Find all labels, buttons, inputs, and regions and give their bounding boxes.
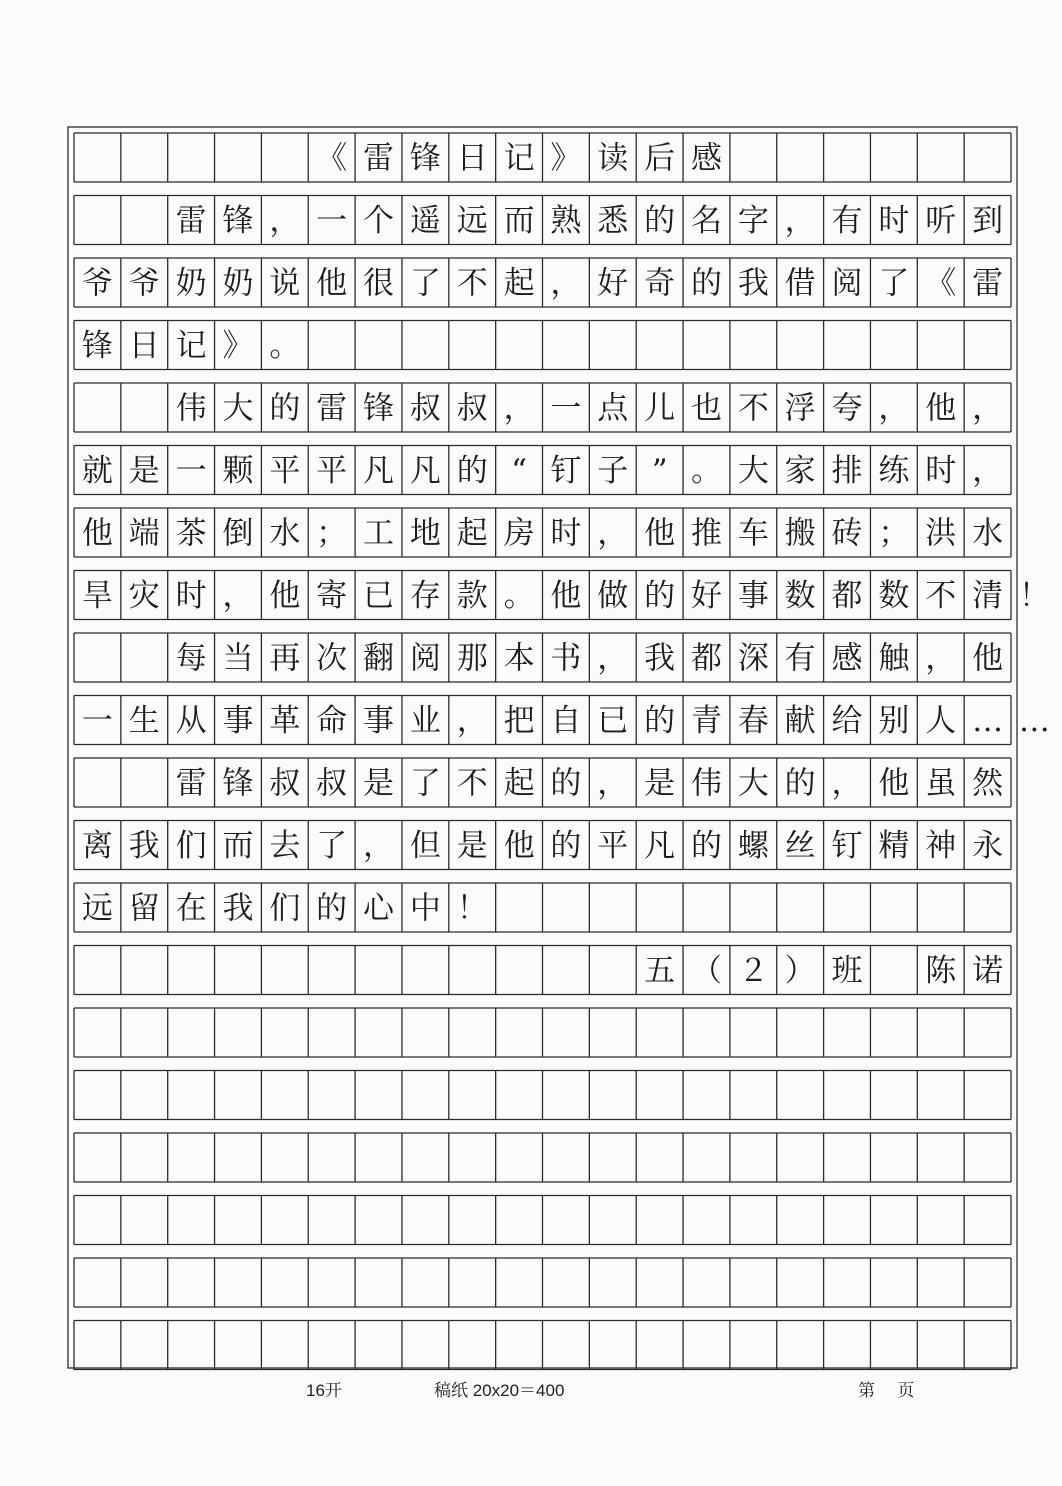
handwritten-char: 都	[690, 640, 722, 677]
handwritten-char: 雷	[175, 765, 207, 802]
handwritten-char: 凡	[644, 828, 676, 864]
grid-row	[74, 508, 1011, 557]
handwritten-char: 虽	[925, 765, 957, 802]
handwritten-char: ，	[925, 640, 957, 677]
handwritten-char: 自	[550, 703, 582, 739]
grid-row	[74, 1196, 1011, 1245]
handwritten-char: 。	[690, 453, 722, 489]
handwritten-char: 数	[878, 578, 910, 614]
handwritten-char: 我	[644, 640, 676, 677]
handwritten-char: 字	[737, 203, 769, 239]
handwritten-char: 一	[81, 703, 113, 739]
handwritten-char: 起	[456, 515, 488, 552]
handwritten-char: 深	[737, 640, 769, 677]
handwritten-char: 青	[690, 703, 722, 739]
handwritten-char: 寄	[316, 578, 348, 614]
handwritten-char: 班	[831, 953, 863, 989]
handwritten-char: 一	[175, 453, 207, 489]
handwritten-char: 的	[550, 828, 582, 864]
handwritten-char: 他	[878, 765, 910, 802]
handwritten-char: 次	[316, 640, 348, 677]
handwritten-char: 神	[925, 828, 957, 864]
handwritten-char: 洪	[925, 515, 957, 552]
handwritten-char: 排	[831, 453, 863, 489]
handwritten-char: 一	[316, 203, 348, 239]
handwritten-char: 事	[222, 703, 254, 739]
handwritten-char: 那	[456, 640, 488, 677]
grid-row	[74, 321, 1011, 370]
handwritten-char: ，	[597, 765, 629, 802]
handwritten-char: 翻	[363, 640, 395, 677]
handwritten-char: 春	[737, 703, 769, 739]
handwritten-char: 借	[784, 265, 816, 302]
handwritten-char: 但	[409, 828, 441, 864]
handwritten-char: 有	[784, 640, 816, 677]
handwritten-char: ，	[878, 390, 910, 427]
handwritten-char: 房	[503, 515, 535, 552]
handwritten-char: 练	[878, 453, 910, 489]
handwritten-char: ，	[456, 703, 488, 739]
handwritten-char: 不	[456, 765, 488, 802]
handwritten-char: 锋	[409, 140, 441, 177]
handwritten-char: 茶	[175, 515, 207, 552]
handwritten-char: 感	[831, 640, 863, 677]
grid-row	[74, 1258, 1011, 1307]
handwritten-char: 就	[81, 453, 113, 489]
handwritten-char: 悉	[597, 203, 629, 239]
handwritten-char: 然	[972, 765, 1004, 802]
handwritten-char: 雷	[363, 140, 395, 177]
handwritten-char: 爷	[128, 265, 160, 302]
handwritten-char: 叔	[316, 765, 348, 802]
handwritten-char: 给	[831, 703, 863, 739]
handwritten-char: 时	[878, 203, 910, 239]
grid-row	[74, 1008, 1011, 1057]
handwritten-char: 》	[222, 328, 254, 364]
handwritten-char: 搬	[784, 515, 816, 552]
handwritten-char: 精	[878, 828, 910, 864]
handwritten-char: ，	[269, 203, 301, 239]
handwritten-char: ；	[316, 515, 348, 552]
handwritten-char: 叔	[269, 765, 301, 802]
handwritten-char: 他	[316, 265, 348, 302]
handwritten-char: 心	[363, 890, 395, 927]
handwritten-char: 记	[503, 140, 535, 177]
handwritten-char: 爷	[81, 265, 113, 302]
handwritten-char: 的	[644, 203, 676, 239]
grid-row	[74, 633, 1011, 682]
handwritten-char: 很	[363, 265, 395, 302]
handwritten-char: 触	[878, 640, 910, 677]
handwritten-char: 一	[550, 390, 582, 427]
handwritten-char: 留	[128, 890, 160, 927]
handwritten-char: 有	[831, 203, 863, 239]
handwritten-char: 大	[737, 765, 769, 802]
sheet-size-label: 16开	[306, 1381, 342, 1400]
handwritten-char: 也	[690, 390, 722, 427]
handwritten-char: 凡	[409, 453, 441, 489]
handwritten-char: 的	[690, 828, 722, 864]
handwritten-char: 不	[925, 578, 957, 614]
handwritten-char: 别	[878, 703, 910, 739]
handwritten-char: 个	[363, 203, 395, 239]
handwritten-char: 钉	[550, 453, 582, 489]
handwritten-char: 在	[175, 890, 207, 927]
handwritten-char: 大	[737, 453, 769, 489]
grid-row	[74, 1321, 1011, 1370]
handwritten-char: 端	[128, 515, 160, 552]
grid-row	[74, 1071, 1011, 1120]
handwritten-char: 的	[269, 390, 301, 427]
handwritten-char: ！	[1018, 578, 1050, 614]
handwritten-char: 点	[597, 390, 629, 427]
handwritten-char: 生	[128, 703, 160, 739]
handwritten-char: 起	[503, 265, 535, 302]
handwritten-char: 。	[269, 328, 301, 364]
handwritten-char: 是	[128, 453, 160, 489]
handwritten-char: 人	[925, 703, 957, 739]
grid-row	[74, 133, 1011, 182]
handwritten-char: ，	[597, 515, 629, 552]
handwritten-char: 颗	[222, 453, 254, 489]
handwritten-char: ，	[972, 453, 1004, 489]
handwritten-char: 阅	[831, 265, 863, 302]
handwritten-char: ”	[651, 453, 668, 489]
handwritten-char: 凡	[363, 453, 395, 489]
handwritten-char: 事	[363, 703, 395, 739]
grid-row	[74, 1133, 1011, 1182]
handwritten-char: 我	[128, 828, 160, 864]
handwritten-char: …	[1018, 703, 1050, 739]
handwritten-char: 他	[644, 515, 676, 552]
handwritten-char: 书	[550, 640, 582, 677]
handwritten-char: 业	[409, 703, 441, 739]
handwritten-char: 锋	[222, 765, 254, 802]
handwritten-char: 推	[690, 515, 722, 552]
handwritten-char: 远	[456, 203, 488, 239]
handwritten-char: 好	[597, 265, 629, 302]
handwritten-char: 的	[644, 703, 676, 739]
handwritten-char: ，	[972, 390, 1004, 427]
handwritten-char: 离	[81, 828, 113, 864]
handwritten-char: 中	[409, 890, 441, 927]
handwritten-char: 家	[784, 453, 816, 489]
handwritten-char: 诺	[972, 953, 1004, 989]
handwritten-char: 到	[972, 203, 1004, 239]
handwritten-char: ，	[503, 390, 535, 427]
handwritten-char: 时	[550, 515, 582, 552]
paper-spec-label: 稿纸 20x20＝400	[434, 1381, 565, 1400]
handwritten-char: 雷	[175, 203, 207, 239]
handwritten-char: 他	[81, 515, 113, 552]
handwritten-char: 他	[269, 578, 301, 614]
handwritten-char: 他	[550, 578, 582, 614]
handwritten-char: 雷	[972, 265, 1004, 302]
handwritten-char: 。	[503, 578, 535, 614]
handwritten-char: 的	[784, 765, 816, 802]
handwritten-char: 日	[128, 328, 160, 364]
handwritten-char: 而	[503, 203, 535, 239]
handwritten-char: （	[690, 953, 722, 989]
handwritten-char: 《	[925, 265, 957, 302]
handwritten-char: 献	[784, 703, 816, 739]
handwritten-char: 事	[737, 578, 769, 614]
handwritten-char: 清	[972, 578, 1004, 614]
handwritten-char: ，	[784, 203, 816, 239]
handwritten-char: 去	[269, 828, 301, 864]
page-number-label: 第 页	[858, 1381, 915, 1401]
handwritten-char: 是	[644, 765, 676, 802]
handwritten-char: 倒	[222, 515, 254, 552]
handwritten-char: ；	[878, 515, 910, 552]
handwritten-char: ，	[597, 640, 629, 677]
handwritten-char: 夸	[831, 390, 863, 427]
handwritten-char: 锋	[222, 203, 254, 239]
grid-row	[74, 571, 1011, 620]
handwritten-char: 记	[175, 328, 207, 364]
handwritten-char: 感	[690, 140, 722, 177]
handwritten-char: 我	[737, 265, 769, 302]
handwritten-char: 地	[409, 515, 441, 552]
handwritten-char: 大	[222, 390, 254, 427]
handwritten-char: 时	[925, 453, 957, 489]
handwritten-char: ，	[222, 578, 254, 614]
handwritten-char: 从	[175, 703, 207, 739]
handwritten-char: 灾	[128, 578, 160, 614]
handwritten-char: 是	[363, 765, 395, 802]
grid-row	[74, 758, 1011, 807]
handwritten-char: 起	[503, 765, 535, 802]
handwritten-char: 他	[925, 390, 957, 427]
handwritten-char: ２	[737, 953, 769, 989]
handwritten-char: 奇	[644, 265, 676, 302]
handwritten-char: 读	[597, 140, 629, 177]
grid-row	[74, 258, 1011, 307]
handwritten-char: 而	[222, 828, 254, 864]
manuscript-line	[82, 703, 1050, 739]
handwritten-char: 时	[175, 578, 207, 614]
handwritten-char: 阅	[409, 640, 441, 677]
handwritten-char: 奶	[175, 265, 207, 302]
grid-row	[74, 446, 1011, 495]
handwritten-char: 螺	[737, 828, 769, 864]
handwritten-char: 不	[737, 390, 769, 427]
handwritten-char: 叔	[456, 390, 488, 427]
handwritten-char: 做	[597, 578, 629, 614]
handwritten-char: 水	[972, 515, 1004, 552]
handwritten-char: 革	[269, 703, 301, 739]
handwritten-char: 伟	[175, 390, 207, 427]
handwritten-char: 好	[690, 578, 722, 614]
handwritten-char: 说	[269, 265, 301, 302]
handwritten-char: 听	[925, 203, 957, 239]
handwritten-char: 叔	[409, 390, 441, 427]
handwritten-char: ）	[784, 953, 816, 989]
handwritten-char: …	[972, 703, 1004, 739]
grid-row	[74, 196, 1011, 245]
grid-row	[74, 883, 1011, 932]
handwritten-char: 》	[550, 140, 582, 177]
handwritten-char: 我	[222, 890, 254, 927]
handwritten-char: 了	[878, 265, 910, 302]
handwritten-char: 他	[972, 640, 1004, 677]
handwritten-char: 了	[409, 265, 441, 302]
grid-row	[74, 946, 1011, 995]
handwritten-char: 日	[456, 140, 488, 177]
handwritten-char: 不	[456, 265, 488, 302]
handwritten-char: ，	[831, 765, 863, 802]
handwritten-char: 平	[269, 453, 301, 489]
handwritten-char: 都	[831, 578, 863, 614]
handwritten-char: 是	[456, 828, 488, 864]
manuscript-line	[82, 328, 300, 364]
handwritten-char: ，	[550, 265, 582, 302]
handwritten-char: 们	[269, 890, 301, 927]
handwritten-char: 陈	[925, 953, 957, 989]
handwritten-char: 再	[269, 640, 301, 677]
handwritten-char: 把	[503, 703, 535, 739]
handwritten-char: 当	[222, 640, 254, 677]
handwritten-char: 的	[690, 265, 722, 302]
handwritten-char: 《	[316, 140, 348, 177]
handwritten-char: 平	[597, 828, 629, 864]
handwritten-char: 永	[972, 828, 1004, 864]
manuscript-line	[82, 891, 488, 927]
handwritten-char: 每	[175, 640, 207, 677]
handwritten-char: 雷	[316, 390, 348, 427]
handwritten-char: “	[511, 453, 528, 489]
handwritten-char: 的	[550, 765, 582, 802]
handwritten-char: 名	[690, 203, 722, 239]
handwritten-char: 旱	[81, 578, 113, 614]
handwritten-char: ，	[363, 828, 395, 864]
handwritten-char: 已	[363, 578, 395, 614]
handwritten-char: 工	[363, 515, 395, 552]
handwritten-char: 奶	[222, 265, 254, 302]
handwritten-char: 们	[175, 828, 207, 864]
handwritten-char: 了	[409, 765, 441, 802]
grid-row	[74, 821, 1011, 870]
handwritten-char: 了	[316, 828, 348, 864]
grid-row	[74, 383, 1011, 432]
handwritten-char: 五	[644, 953, 676, 989]
handwritten-char: ！	[456, 890, 488, 927]
handwritten-char: 远	[81, 890, 113, 927]
handwritten-char: 他	[503, 828, 535, 864]
manuscript-line	[316, 141, 722, 177]
handwritten-char: 砖	[831, 515, 863, 552]
handwritten-char: 本	[503, 640, 535, 677]
handwritten-char: 的	[456, 453, 488, 489]
handwritten-char: 数	[784, 578, 816, 614]
handwritten-char: 存	[409, 578, 441, 614]
handwritten-char: 平	[316, 453, 348, 489]
handwritten-char: 浮	[784, 390, 816, 427]
manuscript-line	[82, 578, 1050, 614]
handwritten-char: 的	[644, 578, 676, 614]
handwritten-char: 后	[644, 140, 676, 177]
handwritten-char: 遥	[409, 203, 441, 239]
handwritten-char: 子	[597, 453, 629, 489]
handwritten-char: 锋	[81, 328, 113, 364]
handwritten-char: 已	[597, 703, 629, 739]
handwritten-char: 钉	[831, 828, 863, 864]
handwritten-char: 熟	[550, 203, 582, 239]
grid-row	[74, 696, 1011, 745]
handwritten-char: 儿	[644, 390, 676, 427]
handwritten-char: 水	[269, 515, 301, 552]
handwritten-char: 丝	[784, 828, 816, 864]
handwritten-char: 锋	[363, 390, 395, 427]
handwritten-char: 伟	[690, 765, 722, 802]
handwritten-char: 车	[737, 515, 769, 552]
handwritten-char: 的	[316, 890, 348, 927]
handwritten-char: 命	[316, 703, 348, 739]
handwritten-char: 款	[456, 578, 488, 614]
